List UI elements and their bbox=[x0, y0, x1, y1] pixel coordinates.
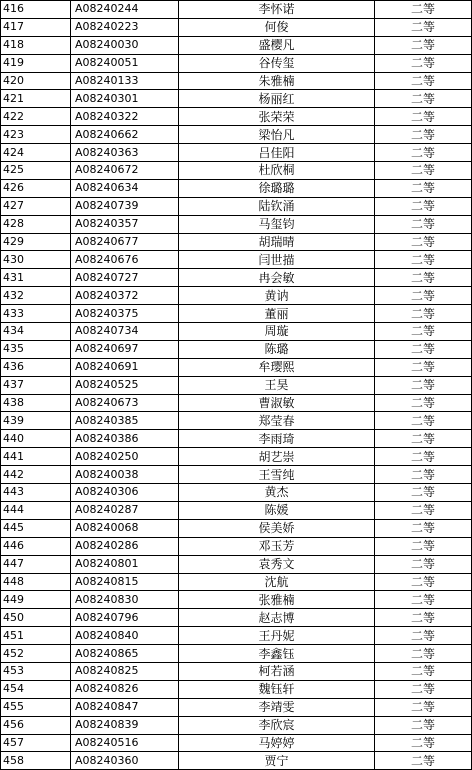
serial-number-cell: 430 bbox=[1, 251, 71, 269]
table-row bbox=[1, 573, 472, 591]
student-name-cell: 王丹妮 bbox=[179, 627, 375, 645]
student-id-cell: A08240363 bbox=[71, 144, 179, 162]
serial-number-cell: 433 bbox=[1, 305, 71, 323]
award-grade-cell: 二等 bbox=[375, 448, 472, 466]
student-name-cell: 陈璐 bbox=[179, 340, 375, 358]
student-name-cell: 马玺钧 bbox=[179, 215, 375, 233]
table-row bbox=[1, 662, 472, 680]
serial-number-cell: 450 bbox=[1, 609, 71, 627]
student-name-cell: 袁秀文 bbox=[179, 555, 375, 573]
serial-number-cell: 451 bbox=[1, 627, 71, 645]
student-id-cell: A08240360 bbox=[71, 752, 179, 770]
award-grade-cell: 二等 bbox=[375, 90, 472, 108]
serial-number-cell: 434 bbox=[1, 323, 71, 341]
student-id-cell: A08240734 bbox=[71, 323, 179, 341]
serial-number-cell: 437 bbox=[1, 376, 71, 394]
serial-number-cell: 416 bbox=[1, 1, 71, 19]
award-grade-cell: 二等 bbox=[375, 197, 472, 215]
table-row bbox=[1, 108, 472, 126]
student-id-cell: A08240825 bbox=[71, 662, 179, 680]
student-name-cell: 陈媛 bbox=[179, 501, 375, 519]
serial-number-cell: 447 bbox=[1, 555, 71, 573]
student-id-cell: A08240375 bbox=[71, 305, 179, 323]
student-id-cell: A08240826 bbox=[71, 680, 179, 698]
student-name-cell: 魏钰轩 bbox=[179, 680, 375, 698]
table-row bbox=[1, 501, 472, 519]
student-id-cell: A08240677 bbox=[71, 233, 179, 251]
student-id-cell: A08240727 bbox=[71, 269, 179, 287]
award-grade-cell: 二等 bbox=[375, 591, 472, 609]
serial-number-cell: 453 bbox=[1, 662, 71, 680]
table-row bbox=[1, 233, 472, 251]
student-name-cell: 朱雅楠 bbox=[179, 72, 375, 90]
table-row bbox=[1, 645, 472, 663]
award-grade-cell: 二等 bbox=[375, 501, 472, 519]
serial-number-cell: 421 bbox=[1, 90, 71, 108]
student-name-cell: 黄杰 bbox=[179, 484, 375, 502]
serial-number-cell: 426 bbox=[1, 179, 71, 197]
serial-number-cell: 441 bbox=[1, 448, 71, 466]
table-row bbox=[1, 519, 472, 537]
table-row bbox=[1, 716, 472, 734]
student-id-cell: A08240223 bbox=[71, 18, 179, 36]
serial-number-cell: 424 bbox=[1, 144, 71, 162]
student-name-cell: 周璇 bbox=[179, 323, 375, 341]
award-grade-cell: 二等 bbox=[375, 519, 472, 537]
award-grade-cell: 二等 bbox=[375, 162, 472, 180]
student-name-cell: 闫世描 bbox=[179, 251, 375, 269]
table-row bbox=[1, 537, 472, 555]
table-row bbox=[1, 376, 472, 394]
student-id-cell: A08240386 bbox=[71, 430, 179, 448]
award-grade-cell: 二等 bbox=[375, 215, 472, 233]
award-grade-cell: 二等 bbox=[375, 752, 472, 770]
student-name-cell: 冉会敏 bbox=[179, 269, 375, 287]
serial-number-cell: 425 bbox=[1, 162, 71, 180]
table-row bbox=[1, 340, 472, 358]
student-id-cell: A08240038 bbox=[71, 466, 179, 484]
award-grade-cell: 二等 bbox=[375, 394, 472, 412]
student-name-cell: 牟璎熙 bbox=[179, 358, 375, 376]
student-name-cell: 李雨琦 bbox=[179, 430, 375, 448]
student-id-cell: A08240830 bbox=[71, 591, 179, 609]
student-id-cell: A08240133 bbox=[71, 72, 179, 90]
table-row bbox=[1, 72, 472, 90]
table-row bbox=[1, 680, 472, 698]
serial-number-cell: 442 bbox=[1, 466, 71, 484]
serial-number-cell: 417 bbox=[1, 18, 71, 36]
student-name-cell: 赵志博 bbox=[179, 609, 375, 627]
student-id-cell: A08240673 bbox=[71, 394, 179, 412]
table-row bbox=[1, 287, 472, 305]
student-name-cell: 董丽 bbox=[179, 305, 375, 323]
student-id-cell: A08240357 bbox=[71, 215, 179, 233]
serial-number-cell: 439 bbox=[1, 412, 71, 430]
student-id-cell: A08240244 bbox=[71, 1, 179, 19]
award-grade-cell: 二等 bbox=[375, 680, 472, 698]
award-grade-cell: 二等 bbox=[375, 555, 472, 573]
award-grade-cell: 二等 bbox=[375, 54, 472, 72]
student-id-cell: A08240801 bbox=[71, 555, 179, 573]
award-grade-cell: 二等 bbox=[375, 466, 472, 484]
student-id-cell: A08240865 bbox=[71, 645, 179, 663]
table-row bbox=[1, 54, 472, 72]
award-grade-cell: 二等 bbox=[375, 412, 472, 430]
award-grade-cell: 二等 bbox=[375, 358, 472, 376]
award-grade-cell: 二等 bbox=[375, 430, 472, 448]
award-grade-cell: 二等 bbox=[375, 18, 472, 36]
serial-number-cell: 443 bbox=[1, 484, 71, 502]
serial-number-cell: 445 bbox=[1, 519, 71, 537]
award-grade-cell: 二等 bbox=[375, 233, 472, 251]
serial-number-cell: 431 bbox=[1, 269, 71, 287]
student-name-cell: 贾宁 bbox=[179, 752, 375, 770]
award-grade-cell: 二等 bbox=[375, 72, 472, 90]
serial-number-cell: 448 bbox=[1, 573, 71, 591]
table-row bbox=[1, 323, 472, 341]
student-name-cell: 李怀诺 bbox=[179, 1, 375, 19]
table-row bbox=[1, 358, 472, 376]
student-name-cell: 梁怡凡 bbox=[179, 126, 375, 144]
table-row bbox=[1, 609, 472, 627]
table-row bbox=[1, 555, 472, 573]
table-row bbox=[1, 215, 472, 233]
award-grade-cell: 二等 bbox=[375, 662, 472, 680]
student-name-cell: 陆钦涌 bbox=[179, 197, 375, 215]
serial-number-cell: 427 bbox=[1, 197, 71, 215]
award-grade-cell: 二等 bbox=[375, 287, 472, 305]
student-name-cell: 李鑫钰 bbox=[179, 645, 375, 663]
student-id-cell: A08240287 bbox=[71, 501, 179, 519]
award-grade-cell: 二等 bbox=[375, 573, 472, 591]
table-row bbox=[1, 394, 472, 412]
student-id-cell: A08240662 bbox=[71, 126, 179, 144]
serial-number-cell: 432 bbox=[1, 287, 71, 305]
student-name-cell: 张雅楠 bbox=[179, 591, 375, 609]
serial-number-cell: 422 bbox=[1, 108, 71, 126]
student-name-cell: 盛樱凡 bbox=[179, 36, 375, 54]
student-id-cell: A08240250 bbox=[71, 448, 179, 466]
table-row bbox=[1, 197, 472, 215]
student-id-cell: A08240525 bbox=[71, 376, 179, 394]
student-id-cell: A08240030 bbox=[71, 36, 179, 54]
award-grade-cell: 二等 bbox=[375, 305, 472, 323]
table-row bbox=[1, 251, 472, 269]
student-name-cell: 邓玉芳 bbox=[179, 537, 375, 555]
award-grade-cell: 二等 bbox=[375, 645, 472, 663]
serial-number-cell: 457 bbox=[1, 734, 71, 752]
student-id-cell: A08240739 bbox=[71, 197, 179, 215]
serial-number-cell: 438 bbox=[1, 394, 71, 412]
award-grade-cell: 二等 bbox=[375, 537, 472, 555]
serial-number-cell: 456 bbox=[1, 716, 71, 734]
serial-number-cell: 429 bbox=[1, 233, 71, 251]
serial-number-cell: 418 bbox=[1, 36, 71, 54]
award-grade-cell: 二等 bbox=[375, 144, 472, 162]
serial-number-cell: 452 bbox=[1, 645, 71, 663]
student-name-cell: 郑莹春 bbox=[179, 412, 375, 430]
student-id-cell: A08240691 bbox=[71, 358, 179, 376]
award-grade-cell: 二等 bbox=[375, 126, 472, 144]
award-grade-cell: 二等 bbox=[375, 108, 472, 126]
award-grade-cell: 二等 bbox=[375, 376, 472, 394]
student-id-cell: A08240676 bbox=[71, 251, 179, 269]
student-name-cell: 杜欣桐 bbox=[179, 162, 375, 180]
student-name-cell: 柯若涵 bbox=[179, 662, 375, 680]
student-id-cell: A08240306 bbox=[71, 484, 179, 502]
award-grade-cell: 二等 bbox=[375, 36, 472, 54]
serial-number-cell: 449 bbox=[1, 591, 71, 609]
award-grade-cell: 二等 bbox=[375, 698, 472, 716]
serial-number-cell: 435 bbox=[1, 340, 71, 358]
table-row bbox=[1, 126, 472, 144]
student-name-cell: 沈航 bbox=[179, 573, 375, 591]
student-name-cell: 王昊 bbox=[179, 376, 375, 394]
table-row bbox=[1, 752, 472, 770]
award-grade-cell: 二等 bbox=[375, 251, 472, 269]
award-grade-cell: 二等 bbox=[375, 484, 472, 502]
student-name-cell: 何俊 bbox=[179, 18, 375, 36]
award-grade-cell: 二等 bbox=[375, 179, 472, 197]
student-id-cell: A08240051 bbox=[71, 54, 179, 72]
award-grade-cell: 二等 bbox=[375, 269, 472, 287]
student-name-cell: 王雪纯 bbox=[179, 466, 375, 484]
student-id-cell: A08240372 bbox=[71, 287, 179, 305]
table-row bbox=[1, 698, 472, 716]
table-row bbox=[1, 484, 472, 502]
table-row bbox=[1, 90, 472, 108]
student-id-cell: A08240672 bbox=[71, 162, 179, 180]
student-id-cell: A08240634 bbox=[71, 179, 179, 197]
student-name-cell: 徐璐璐 bbox=[179, 179, 375, 197]
student-name-cell: 吕佳阳 bbox=[179, 144, 375, 162]
student-name-cell: 李靖雯 bbox=[179, 698, 375, 716]
student-id-cell: A08240847 bbox=[71, 698, 179, 716]
table-row bbox=[1, 18, 472, 36]
student-name-cell: 李欣宸 bbox=[179, 716, 375, 734]
award-grade-cell: 二等 bbox=[375, 734, 472, 752]
student-id-cell: A08240301 bbox=[71, 90, 179, 108]
table-row bbox=[1, 412, 472, 430]
student-name-cell: 马婷婷 bbox=[179, 734, 375, 752]
student-id-cell: A08240286 bbox=[71, 537, 179, 555]
student-name-cell: 胡艺崇 bbox=[179, 448, 375, 466]
award-grade-cell: 二等 bbox=[375, 1, 472, 19]
serial-number-cell: 454 bbox=[1, 680, 71, 698]
table-row bbox=[1, 162, 472, 180]
award-grade-cell: 二等 bbox=[375, 716, 472, 734]
student-name-cell: 胡瑞晴 bbox=[179, 233, 375, 251]
student-name-cell: 曹淑敏 bbox=[179, 394, 375, 412]
student-name-cell: 谷传玺 bbox=[179, 54, 375, 72]
serial-number-cell: 420 bbox=[1, 72, 71, 90]
award-grade-cell: 二等 bbox=[375, 323, 472, 341]
student-name-cell: 张荣荣 bbox=[179, 108, 375, 126]
student-name-cell: 黄讷 bbox=[179, 287, 375, 305]
table-row bbox=[1, 179, 472, 197]
serial-number-cell: 440 bbox=[1, 430, 71, 448]
serial-number-cell: 455 bbox=[1, 698, 71, 716]
student-id-cell: A08240840 bbox=[71, 627, 179, 645]
student-id-cell: A08240697 bbox=[71, 340, 179, 358]
table-row bbox=[1, 1, 472, 19]
student-id-cell: A08240385 bbox=[71, 412, 179, 430]
table-row bbox=[1, 591, 472, 609]
serial-number-cell: 423 bbox=[1, 126, 71, 144]
table-row bbox=[1, 466, 472, 484]
award-grade-cell: 二等 bbox=[375, 609, 472, 627]
table-body bbox=[1, 1, 472, 770]
student-id-cell: A08240322 bbox=[71, 108, 179, 126]
student-name-cell: 侯美娇 bbox=[179, 519, 375, 537]
student-id-cell: A08240796 bbox=[71, 609, 179, 627]
serial-number-cell: 428 bbox=[1, 215, 71, 233]
table-row bbox=[1, 430, 472, 448]
table-row bbox=[1, 734, 472, 752]
serial-number-cell: 419 bbox=[1, 54, 71, 72]
table-row bbox=[1, 448, 472, 466]
serial-number-cell: 446 bbox=[1, 537, 71, 555]
award-grade-cell: 二等 bbox=[375, 340, 472, 358]
student-id-cell: A08240068 bbox=[71, 519, 179, 537]
table-row bbox=[1, 269, 472, 287]
table-row bbox=[1, 305, 472, 323]
serial-number-cell: 458 bbox=[1, 752, 71, 770]
student-id-cell: A08240815 bbox=[71, 573, 179, 591]
student-id-cell: A08240516 bbox=[71, 734, 179, 752]
student-id-cell: A08240839 bbox=[71, 716, 179, 734]
award-grade-cell: 二等 bbox=[375, 627, 472, 645]
table-row bbox=[1, 36, 472, 54]
table-row bbox=[1, 627, 472, 645]
serial-number-cell: 436 bbox=[1, 358, 71, 376]
table-row bbox=[1, 144, 472, 162]
serial-number-cell: 444 bbox=[1, 501, 71, 519]
student-name-cell: 杨丽红 bbox=[179, 90, 375, 108]
